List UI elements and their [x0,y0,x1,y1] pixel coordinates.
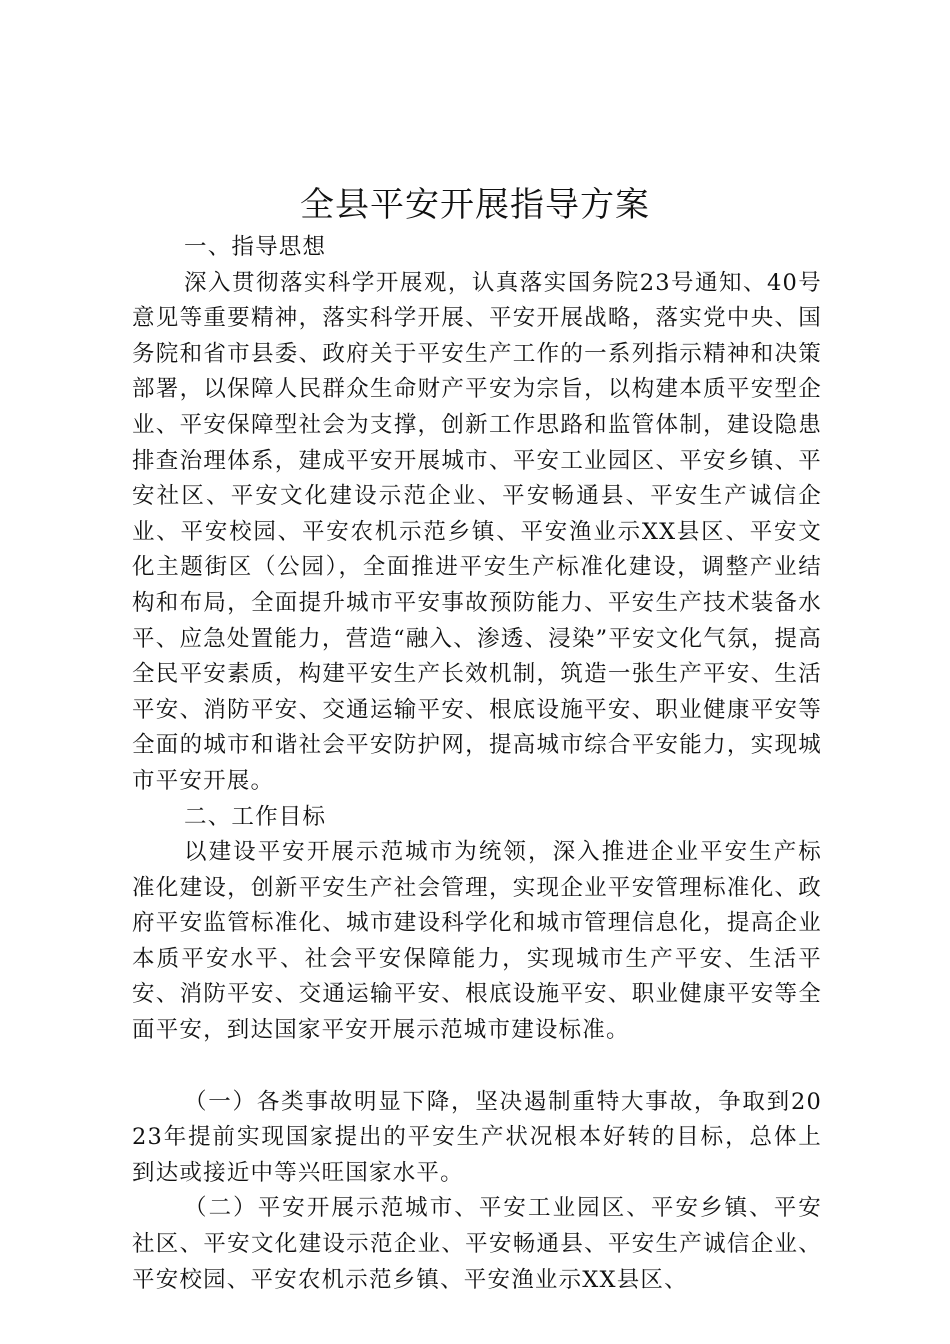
goal-item-2: （二）平安开展示范城市、平安工业园区、平安乡镇、平安社区、平安文化建设示范企业、平安畅通县、平安生产诚信企业、平安校园、平安农机示范乡镇、平安渔业示XX县区、 [132,1195,822,1293]
goal-item-1: （一）各类事故明显下降，坚决遏制重特大事故，争取到2023年提前实现国家提出的平安生产状况根本好转的目标，总体上到达或接近中等兴旺国家水平。 [132,1088,822,1186]
section-paragraph-work-goals: 以建设平安开展示范城市为统领，深入推进企业平安生产标准化建设，创新平安生产社会管理，实现企业平安管理标准化、政府平安监管标准化、城市建设科学化和城市管理信息化，提高企业本质平安水平、社会平安保障能力，实现城市生产平安、生活平安、消防平安、交通运输平安、根底设施平安、职业健康平安等全面平安，到达国家平安开展示范城市建设标准。 [132,839,822,1044]
section-heading-work-goals: 二、工作目标 [184,803,327,830]
section-paragraph-guiding-ideology: 深入贯彻落实科学开展观，认真落实国务院23号通知、40号意见等重要精神，落实科学开展、平安开展战略，落实党中央、国务院和省市县委、政府关于平安生产工作的一系列指示精神和决策部署，以保障人民群众生命财产平安为宗旨，以构建本质平安型企业、平安保障型社会为支撑，创新工作思路和监管体制，建设隐患排查治理体系，建成平安开展城市、平安工业园区、平安乡镇、平安社区、平安文化建设示范企业、平安畅通县、平安生产诚信企业、平安校园、平安农机示范乡镇、平安渔业示XX县区、平安文化主题街区（公园），全面推进平安生产标准化建设，调整产业结构和布局，全面提升城市平安事故预防能力、平安生产技术装备水平、应急处置能力，营造“融入、渗透、浸染”平安文化气氛，提高全民平安素质，构建平安生产长效机制，筑造一张生产平安、生活平安、消防平安、交通运输平安、根底设施平安、职业健康平安等全面的城市和谐社会平安防护网，提高城市综合平安能力，实现城市平安开展。 [132,269,822,794]
section-heading-guiding-ideology: 一、指导思想 [184,234,327,260]
document-body [132,230,822,1298]
document-title: 全县平安开展指导方案 [300,185,650,225]
paragraph-spacer [132,1049,822,1085]
